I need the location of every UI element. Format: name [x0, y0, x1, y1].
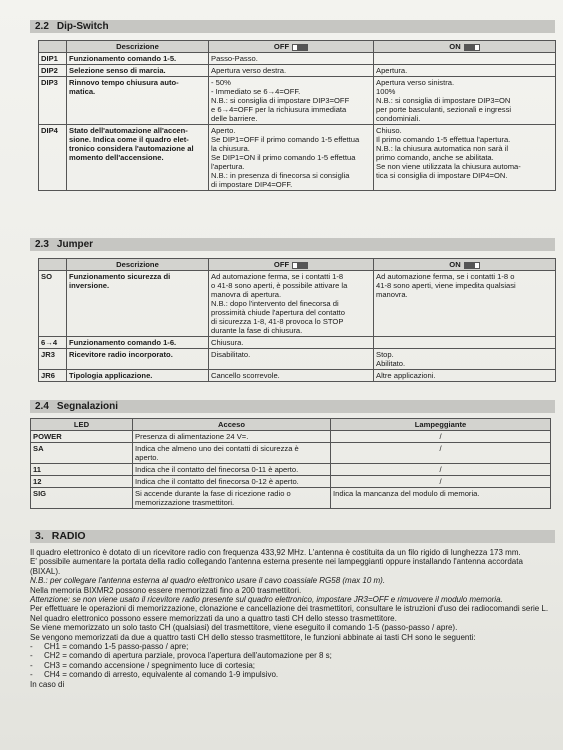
table-header-row — [31, 419, 551, 431]
cell-text-line: 12 — [33, 477, 42, 486]
cell-text-line: di sicurezza 1-8, 41-8 provoca lo STOP — [211, 317, 344, 326]
cell-text-line: Se non viene utilizzata la chiusura automa- — [376, 162, 521, 171]
cell-text-line: SO — [41, 272, 52, 281]
cell-text-line: prossimità chiude l'apertura del contatto — [211, 308, 345, 317]
row-off-value — [209, 349, 374, 370]
cell-text-line: Funzionamento comando 1-6. — [69, 338, 177, 347]
section-number: 2.2 — [35, 21, 49, 32]
header-on: ON — [374, 259, 556, 271]
cell-text-line: 100% — [376, 87, 396, 96]
cell-text-line: Stato dell'automazione all'accen- — [69, 126, 188, 135]
led-on-meaning — [133, 488, 331, 509]
cell-text-line: tronico considera l'automazione al — [69, 144, 194, 153]
row-code — [39, 349, 67, 370]
table-header-row — [39, 259, 556, 271]
table-row — [31, 476, 551, 488]
cell-text-line: Indica che il contatto del finecorsa 0-12 è aperto. — [135, 477, 299, 486]
cell-text-line: DIP4 — [41, 126, 58, 135]
cell-text-line: Apertura verso destra. — [211, 66, 287, 75]
section-header-radio — [30, 530, 555, 543]
row-code — [39, 337, 67, 349]
section-number: 3. — [35, 530, 44, 542]
row-on-value — [374, 65, 556, 77]
cell-text-line: Abilitato. — [376, 359, 406, 368]
cell-text-line: matica. — [69, 87, 96, 96]
cell-text-line: - Immediato se 6→4=OFF. — [211, 87, 301, 96]
paragraph: Per effettuare le operazioni di memorizzazione, clonazione e cancellazione dei trasmettitori, consultare le istruzioni d'uso dei radiocomandi serie L. — [30, 604, 549, 614]
jumper-off-icon — [292, 262, 308, 269]
table-row — [39, 65, 556, 77]
jumper-table — [38, 258, 556, 382]
led-name — [31, 464, 133, 476]
row-code — [39, 370, 67, 382]
row-code — [39, 271, 67, 337]
cell-text-line: N.B.: dopo l'intervento del finecorsa di — [211, 299, 339, 308]
led-name — [31, 431, 133, 443]
cell-text-line: DIP3 — [41, 78, 58, 87]
row-on-value — [374, 370, 556, 382]
cell-text-line: Ricevitore radio incorporato. — [69, 350, 173, 359]
led-on-meaning — [133, 476, 331, 488]
cell-text-line: inversione. — [69, 281, 110, 290]
cell-text-line: N.B.: in presenza di finecorsa si consiglia — [211, 171, 350, 180]
cell-text-line: SIG — [33, 489, 47, 498]
jumper-on-icon — [464, 262, 480, 269]
radio-body-text — [30, 548, 555, 689]
cell-text-line: 41-8 sono aperti, viene impedita qualsiasi — [376, 281, 516, 290]
section-number: 2.3 — [35, 239, 49, 250]
cell-text-line: 11 — [33, 465, 42, 474]
cell-text-line: manovra. — [376, 290, 408, 299]
led-blink-meaning — [331, 488, 551, 509]
paragraph: Il quadro elettronico è dotato di un ricevitore radio con frequenza 433,92 MHz. L'antenna è costituita da un filo rigido di lunghezza 173 mm. — [30, 548, 521, 557]
cell-text-line: N.B.: la chiusura automatica non sarà il — [376, 144, 509, 153]
dip-switch-table — [38, 40, 556, 191]
cell-text-line: sione. Indica come il quadro elet- — [69, 135, 189, 144]
header-on: ON — [374, 41, 556, 53]
led-on-meaning — [133, 431, 331, 443]
row-on-value — [374, 77, 556, 125]
cell-text-line: tica si consiglia di impostare DIP4=ON. — [376, 171, 508, 180]
cell-text-line: SA — [33, 444, 44, 453]
cell-text-line: primo comando, anche se abilitata. — [376, 153, 494, 162]
list-item: - CH1 = comando 1-5 passo-passo / apre; — [30, 642, 555, 651]
cell-text-line: Chiuso. — [376, 126, 402, 135]
table-row — [39, 349, 556, 370]
cell-text-line: Passo-Passo. — [211, 54, 258, 63]
table-row — [39, 77, 556, 125]
cell-text-line: N.B.: si consiglia di impostare DIP3=OFF — [211, 96, 350, 105]
led-on-meaning — [133, 464, 331, 476]
cell-text-line: N.B.: si consiglia di impostare DIP3=ON — [376, 96, 511, 105]
section-header-jumper — [30, 238, 555, 251]
row-code — [39, 125, 67, 191]
table-row — [39, 53, 556, 65]
row-description — [67, 65, 209, 77]
row-on-value — [374, 53, 556, 65]
row-description — [67, 370, 209, 382]
cell-text-line: Stop. — [376, 350, 394, 359]
cell-text-line: / — [439, 477, 442, 486]
section-title: RADIO — [51, 530, 86, 542]
section-number: 2.4 — [35, 401, 49, 412]
cell-text-line: - 50% — [211, 78, 231, 87]
row-off-value — [209, 65, 374, 77]
switch-off-icon — [292, 44, 308, 51]
row-description — [67, 349, 209, 370]
paragraph: N.B.: per collegare l'antenna esterna al quadro elettronico usare il cavo coassiale RG58 (max 10 m). — [30, 576, 386, 586]
row-description — [67, 77, 209, 125]
cell-text-line: / — [439, 465, 442, 474]
row-off-value — [209, 271, 374, 337]
cell-text-line: Apertura verso sinistra. — [376, 78, 455, 87]
cell-text-line: Chiusura. — [211, 338, 244, 347]
header-description: Descrizione — [67, 259, 209, 271]
cell-text-line: Selezione senso di marcia. — [69, 66, 166, 75]
table-row — [31, 488, 551, 509]
section-title: Jumper — [56, 239, 94, 250]
paragraph: Se vengono memorizzati da due a quattro tasti CH dello stesso trasmettitore, le funzioni abbinate ai tasti CH sono le seguenti: — [30, 632, 476, 642]
cell-text-line: / — [439, 444, 442, 453]
row-code — [39, 53, 67, 65]
row-description — [67, 271, 209, 337]
row-off-value — [209, 53, 374, 65]
row-off-value — [209, 77, 374, 125]
header-off: OFF — [209, 259, 374, 271]
led-blink-meaning — [331, 464, 551, 476]
paragraph: Nel quadro elettronico possono essere memorizzati da uno a quattro tasti CH dello stesso trasmettitore. — [30, 613, 397, 623]
cell-text-line: Funzionamento sicurezza di — [69, 272, 171, 281]
table-row — [39, 125, 556, 191]
cell-text-line: delle barriere. — [211, 114, 258, 123]
table-header-row — [39, 41, 556, 53]
cell-text-line: 6→4 — [41, 338, 58, 347]
cell-text-line: / — [439, 432, 442, 441]
paragraph: E' possibile aumentare la portata della radio collegando l'antenna esterna presente nei lampeggianti oppure installando l'antenna accordata (BIXAL). — [30, 557, 523, 576]
list-item: - CH2 = comando di apertura parziale, provoca l'apertura dell'automazione per 8 s; — [30, 651, 555, 660]
row-description — [67, 125, 209, 191]
section-title: Dip-Switch — [56, 21, 109, 32]
cell-text-line: Presenza di alimentazione 24 V=. — [135, 432, 249, 441]
section-header-dip-switch — [30, 20, 555, 33]
cell-text-line: DIP1 — [41, 54, 58, 63]
cell-text-line: per porte basculanti, sezionali e ingressi — [376, 105, 512, 114]
row-off-value — [209, 337, 374, 349]
row-description — [67, 53, 209, 65]
cell-text-line: la chiusura. — [211, 144, 250, 153]
row-on-value — [374, 349, 556, 370]
row-description — [67, 337, 209, 349]
cell-text-line: di impostare DIP4=OFF. — [211, 180, 293, 189]
paragraph: Nella memoria BIXMR2 possono essere memorizzati fino a 200 trasmettitori. — [30, 585, 302, 595]
cell-text-line: memorizzazione trasmettitori. — [135, 498, 235, 507]
cell-text-line: Disabilitato. — [211, 350, 251, 359]
led-on-meaning — [133, 443, 331, 464]
switch-on-icon — [464, 44, 480, 51]
paragraph: In caso di — [30, 679, 65, 689]
list-item: - CH4 = comando di arresto, equivalente al comando 1-9 impulsivo. — [30, 670, 555, 679]
row-code — [39, 77, 67, 125]
header-led: LED — [31, 419, 133, 431]
cell-text-line: Se DIP1=OFF il primo comando 1-5 effettua — [211, 135, 360, 144]
cell-text-line: Rinnovo tempo chiusura auto- — [69, 78, 179, 87]
cell-text-line: l'apertura. — [211, 162, 245, 171]
led-name — [31, 443, 133, 464]
list-item: - CH3 = comando accensione / spegnimento luce di cortesia; — [30, 661, 555, 670]
paragraph: Se viene memorizzato un solo tasto CH (qualsiasi) del trasmettitore, viene eseguito il comando 1-5 (passo-passo / apre). — [30, 623, 458, 633]
row-on-value — [374, 271, 556, 337]
section-header-signals — [30, 400, 555, 413]
row-off-value — [209, 125, 374, 191]
cell-text-line: e 6→4=OFF per la richiusura immediata — [211, 105, 347, 114]
cell-text-line: Si accende durante la fase di ricezione radio o — [135, 489, 291, 498]
header-off: OFF — [209, 41, 374, 53]
signals-table — [30, 418, 551, 509]
cell-text-line: Apertura. — [376, 66, 408, 75]
row-off-value — [209, 370, 374, 382]
cell-text-line: Se DIP1=ON il primo comando 1-5 effettua — [211, 153, 356, 162]
cell-text-line: Cancello scorrevole. — [211, 371, 280, 380]
cell-text-line: momento dell'accensione. — [69, 153, 164, 162]
table-row — [31, 443, 551, 464]
cell-text-line: Funzionamento comando 1-5. — [69, 54, 177, 63]
table-row — [39, 370, 556, 382]
paragraph: Attenzione: se non viene usato il ricevitore radio presente sul quadro elettronico, impostare JR3=OFF e rimuovere il modulo memoria. — [30, 595, 503, 605]
row-code — [39, 65, 67, 77]
cell-text-line: o 41-8 sono aperti, è possibile attivare la — [211, 281, 348, 290]
cell-text-line: Ad automazione ferma, se i contatti 1-8 — [211, 272, 344, 281]
table-row — [39, 271, 556, 337]
cell-text-line: Aperto. — [211, 126, 236, 135]
cell-text-line: aperto. — [135, 453, 159, 462]
table-row — [39, 337, 556, 349]
cell-text-line: Tipologia applicazione. — [69, 371, 153, 380]
table-row — [31, 431, 551, 443]
cell-text-line: DIP2 — [41, 66, 58, 75]
cell-text-line: Indica che il contatto del finecorsa 0-11 è aperto. — [135, 465, 299, 474]
led-blink-meaning — [331, 431, 551, 443]
led-blink-meaning — [331, 443, 551, 464]
cell-text-line: manovra di apertura. — [211, 290, 282, 299]
row-on-value — [374, 337, 556, 349]
led-name — [31, 488, 133, 509]
cell-text-line: durante la fase di chiusura. — [211, 326, 303, 335]
cell-text-line: Ad automazione ferma, se i contatti 1-8 o — [376, 272, 515, 281]
led-blink-meaning — [331, 476, 551, 488]
cell-text-line: JR3 — [41, 350, 55, 359]
row-on-value — [374, 125, 556, 191]
header-on: Acceso — [133, 419, 331, 431]
cell-text-line: Indica la mancanza del modulo di memoria. — [333, 489, 480, 498]
cell-text-line: Il primo comando 1-5 effettua l'apertura. — [376, 135, 511, 144]
section-title: Segnalazioni — [56, 401, 119, 412]
cell-text-line: JR6 — [41, 371, 55, 380]
cell-text-line: POWER — [33, 432, 62, 441]
cell-text-line: condominiali. — [376, 114, 421, 123]
led-name — [31, 476, 133, 488]
header-blink: Lampeggiante — [331, 419, 551, 431]
cell-text-line: Indica che almeno uno dei contatti di sicurezza è — [135, 444, 299, 453]
cell-text-line: Altre applicazioni. — [376, 371, 436, 380]
table-row — [31, 464, 551, 476]
header-description: Descrizione — [67, 41, 209, 53]
